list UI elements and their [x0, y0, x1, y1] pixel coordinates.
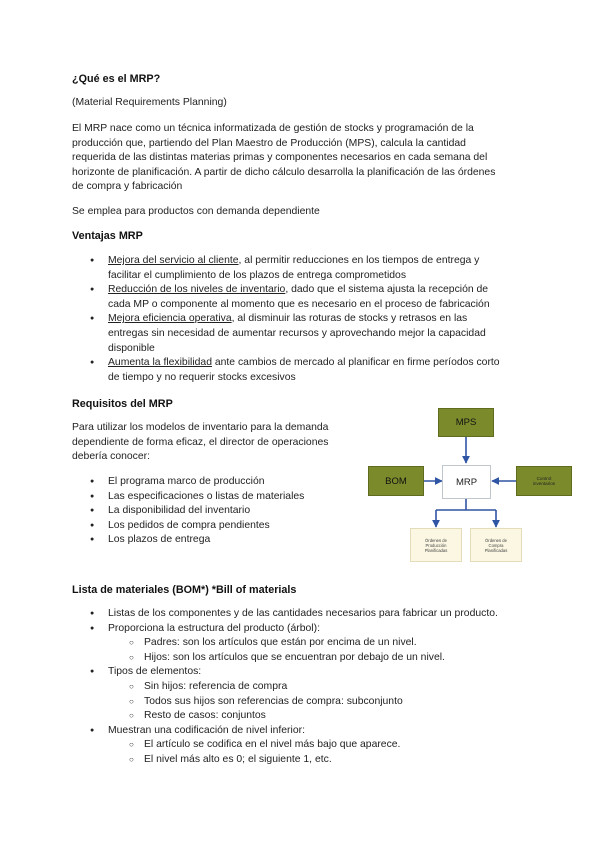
- list-item: ● La disponibilidad del inventario: [72, 504, 352, 519]
- bom-list: [72, 607, 542, 768]
- sub-list-item: ○ Padres: son los artículos que están por encima de un nivel.: [72, 636, 542, 651]
- intro-line: de compra y fabricación: [72, 181, 183, 193]
- advantage-title: Mejora del servicio al cliente: [108, 255, 239, 266]
- advantages-heading: Ventajas MRP: [72, 230, 143, 242]
- intro-line: requerida de las distintas materias primas y componentes necesarios en cada semana del: [72, 152, 488, 164]
- production-orders-box: Órdenes de Producción Planificadas: [410, 528, 462, 562]
- usage-text: Se emplea para productos con demanda dependiente: [72, 206, 320, 217]
- intro-line: producción que, partiendo del Plan Maestro de Producción (MPS), calcula la cantidad: [72, 137, 466, 149]
- control-inventarios-box: Control inventarios: [516, 466, 572, 496]
- list-item: ● Aumenta la flexibilidad ante cambios de mercado al planificar en firme períodos corto de tiempo y no requerir stocks excesivos: [72, 356, 542, 385]
- subtitle: (Material Requirements Planning): [72, 97, 227, 108]
- bom-heading: Lista de materiales (BOM*) *Bill of materials: [72, 584, 297, 596]
- list-item: ● Proporciona la estructura del producto (árbol):: [72, 622, 542, 637]
- sub-list-item: ○ Todos sus hijos son referencias de compra: subconjunto: [72, 695, 542, 710]
- sub-list-item: ○ El nivel más alto es 0; el siguiente 1, etc.: [72, 753, 542, 768]
- list-item: ● Listas de los componentes y de las cantidades necesarios para fabricar un producto.: [72, 607, 542, 622]
- list-item: ● Los pedidos de compra pendientes: [72, 519, 352, 534]
- intro-line: El MRP nace como un técnica informatizada de gestión de stocks y programación de la: [72, 123, 474, 134]
- sub-list-item: ○ Hijos: son los artículos que se encuentran por debajo de un nivel.: [72, 651, 542, 666]
- list-item: ● Mejora eficiencia operativa, al disminuir las roturas de stocks y retrasos en las entregas sin necesidad de aumentar recursos y aprovechando mejor la capacidad disponible: [72, 312, 542, 356]
- sub-list-item: ○ El artículo se codifica en el nivel más bajo que aparece.: [72, 738, 542, 753]
- sub-list-item: ○ Sin hijos: referencia de compra: [72, 680, 542, 695]
- list-item: ● Los plazos de entrega: [72, 533, 352, 548]
- intro-line: horizonte de planificación. A partir de dicho cálculo desarrolla la planificación de las órdenes: [72, 166, 496, 178]
- requirements-intro: Para utilizar los modelos de inventario para la demanda dependiente de forma eficaz, el director de operaciones debería conocer:: [72, 422, 329, 463]
- bom-box: BOM: [368, 466, 424, 496]
- advantage-title: Aumenta la flexibilidad: [108, 357, 212, 369]
- purchase-orders-box: Órdenes de Compra Planificadas: [470, 528, 522, 562]
- list-item: ● Muestran una codificación de nivel inferior:: [72, 724, 542, 739]
- list-item: ● Las especificaciones o listas de materiales: [72, 490, 352, 505]
- list-item: ● Tipos de elementos:: [72, 665, 542, 680]
- requirements-heading: Requisitos del MRP: [72, 398, 173, 410]
- page-title: ¿Qué es el MRP?: [72, 73, 161, 85]
- mps-box: MPS: [438, 408, 494, 437]
- mrp-box: MRP: [442, 465, 491, 499]
- list-item: ● Reducción de los niveles de inventario, dado que el sistema ajusta la recepción de cada MP o componente al momento que es necesario en el proceso de fabricación: [72, 283, 542, 312]
- advantage-title: Reducción de los niveles de inventario: [108, 284, 286, 296]
- advantage-title: Mejora eficiencia operativa: [108, 313, 232, 325]
- list-item: ● Mejora del servicio al cliente, al permitir reducciones en los tiempos de entrega y facilitar el cumplimiento de los plazos de entrega comprometidos: [72, 254, 542, 283]
- sub-list-item: ○ Resto de casos: conjuntos: [72, 709, 542, 724]
- list-item: ● El programa marco de producción: [72, 475, 352, 490]
